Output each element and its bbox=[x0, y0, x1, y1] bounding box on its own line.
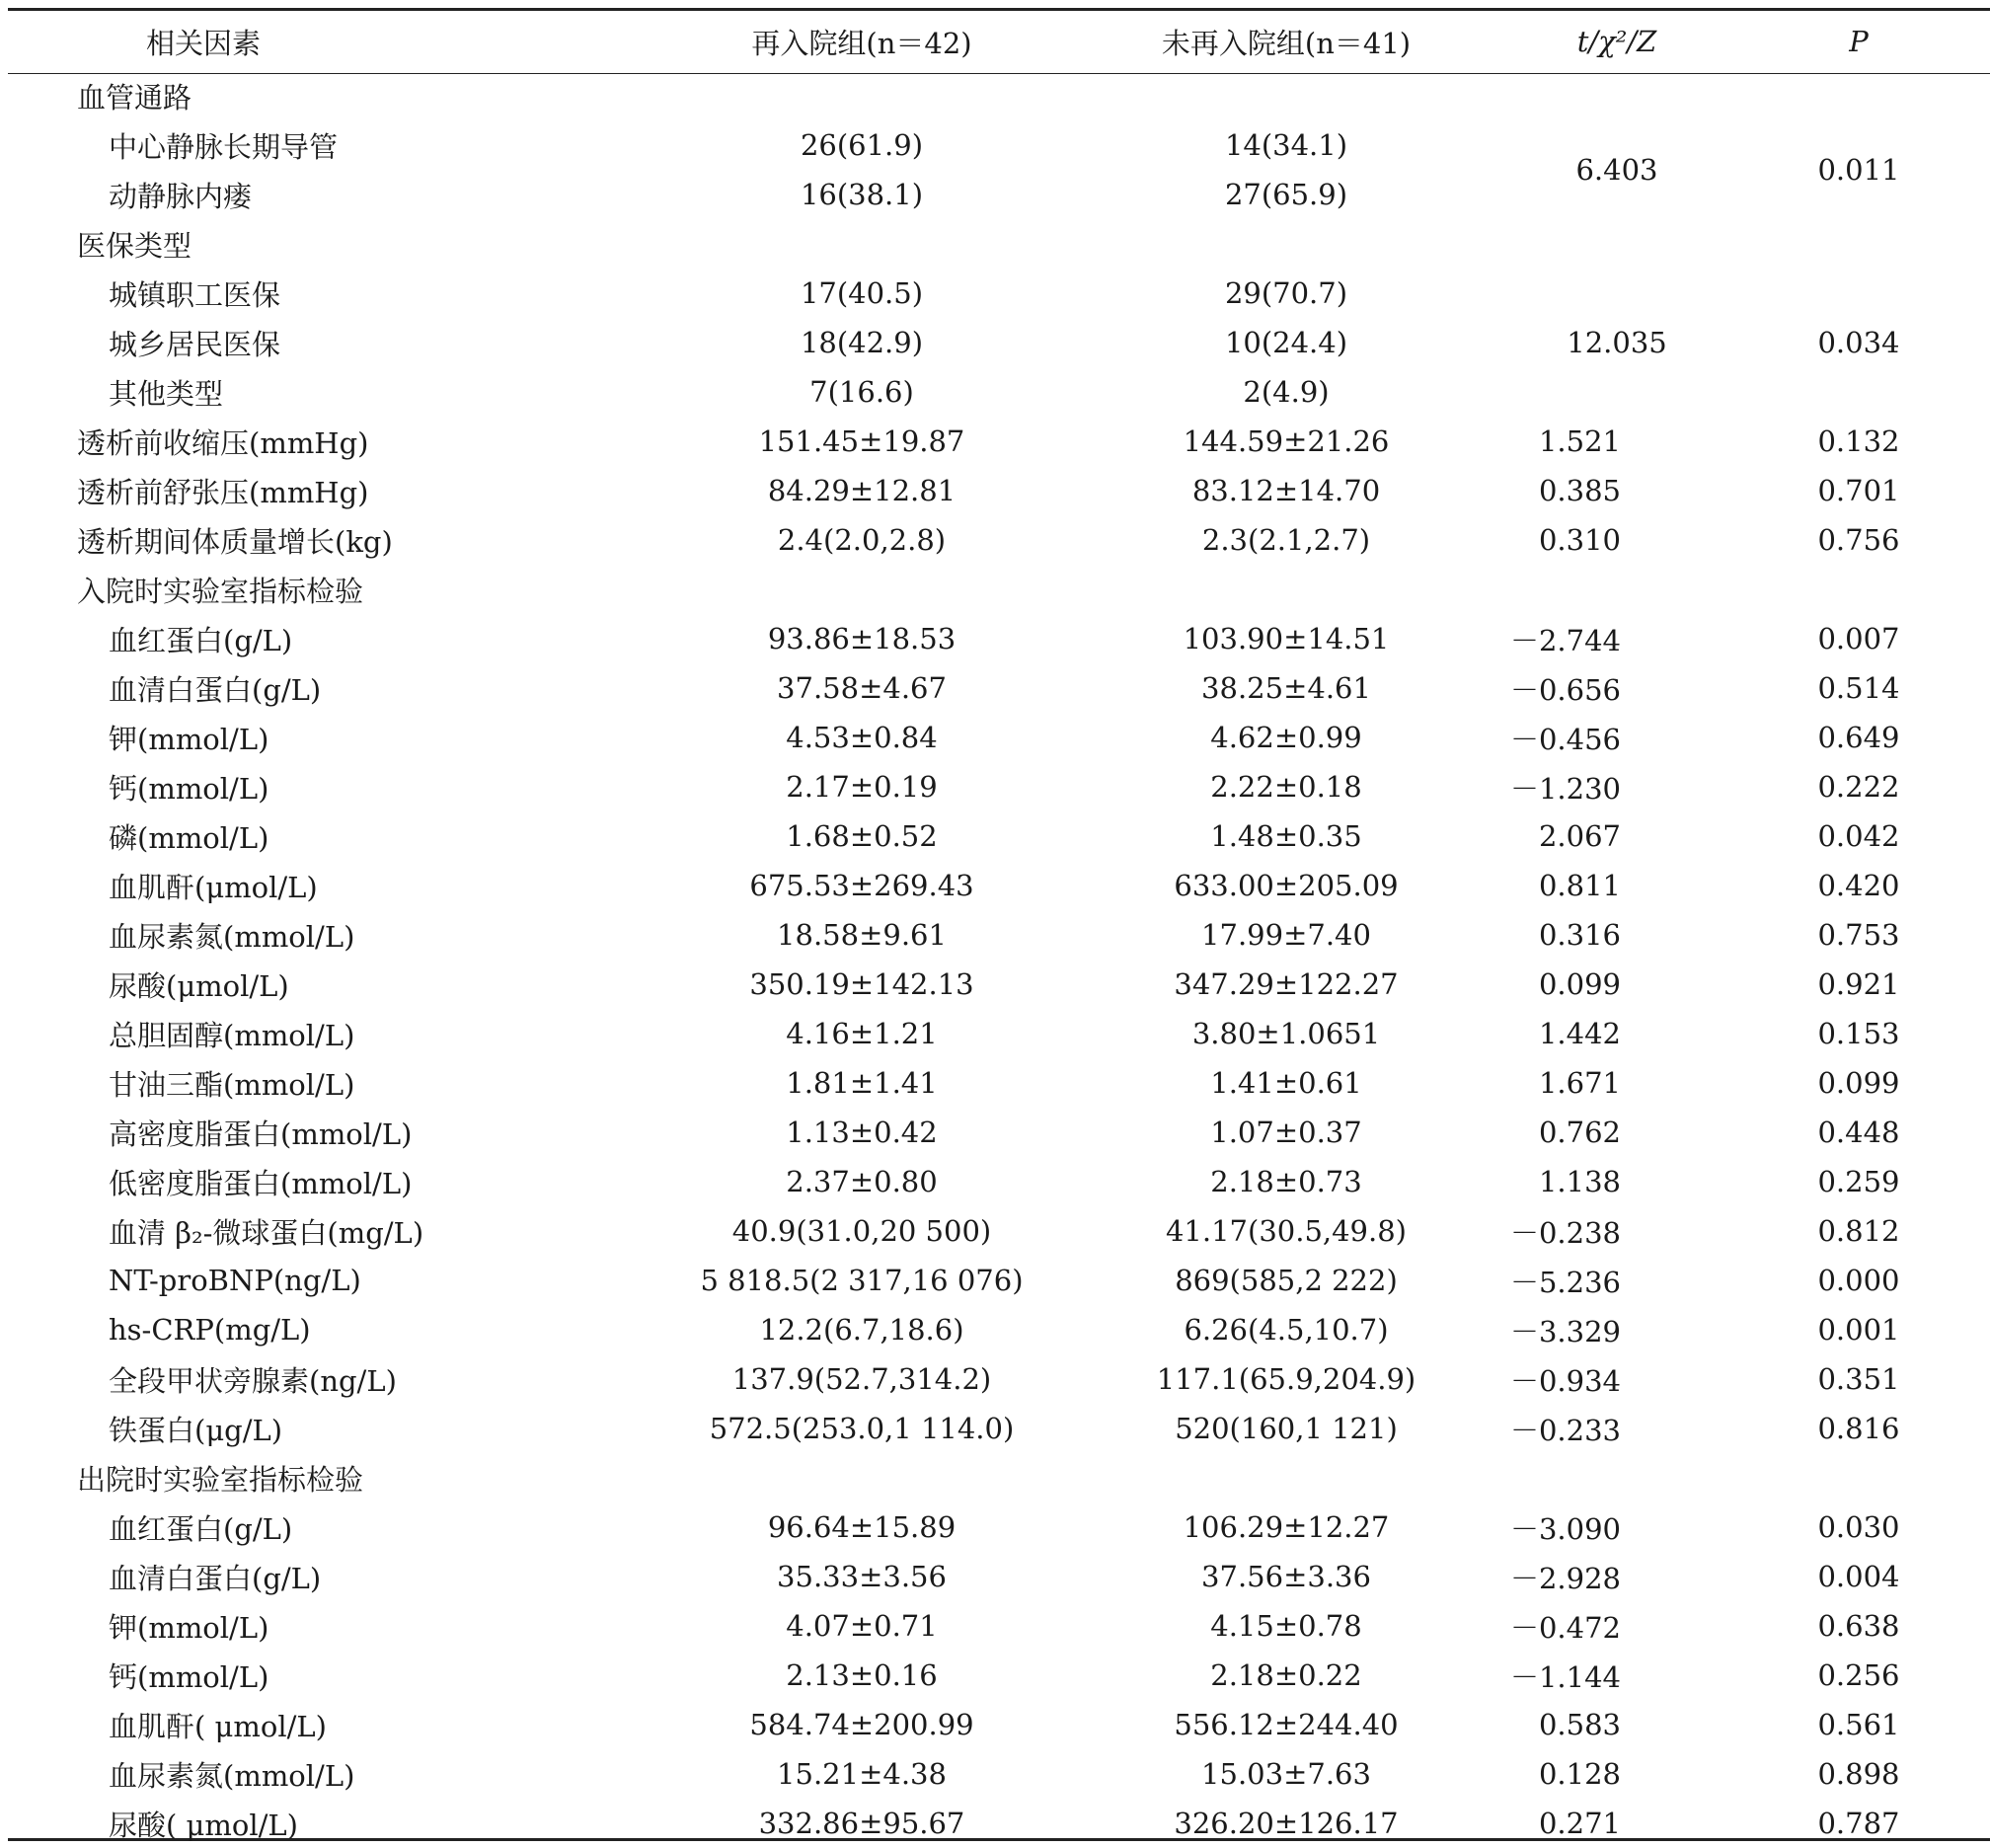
row-label: 血清白蛋白(g/L) bbox=[109, 672, 322, 707]
row-label: 透析期间体质量增长(kg) bbox=[77, 524, 393, 559]
cell-readmitted: 26(61.9) bbox=[800, 128, 924, 162]
cell-statistic: －2.928 bbox=[1509, 1561, 1621, 1595]
cell-statistic: －0.934 bbox=[1509, 1363, 1621, 1398]
cell-not-readmitted: 3.80±1.0651 bbox=[1191, 1017, 1381, 1050]
cell-statistic: 1.138 bbox=[1538, 1165, 1621, 1198]
cell-readmitted: 151.45±19.87 bbox=[758, 424, 965, 458]
cell-readmitted: 4.53±0.84 bbox=[786, 721, 938, 754]
cell-p: 0.787 bbox=[1817, 1807, 1900, 1840]
cell-readmitted: 35.33±3.56 bbox=[777, 1560, 947, 1593]
table-row bbox=[8, 663, 1982, 713]
cell-not-readmitted: 10(24.4) bbox=[1224, 326, 1348, 359]
top-level-rows bbox=[8, 417, 1982, 565]
table-body bbox=[8, 71, 1982, 417]
cell-p: 0.756 bbox=[1817, 523, 1900, 557]
cell-readmitted: 137.9(52.7,314.2) bbox=[731, 1362, 992, 1396]
cell-p: 0.007 bbox=[1817, 622, 1900, 655]
cell-readmitted: 1.68±0.52 bbox=[786, 819, 938, 853]
cell-statistic: 1.671 bbox=[1538, 1066, 1621, 1100]
cell-statistic: －0.656 bbox=[1509, 672, 1621, 707]
cell-readmitted: 2.37±0.80 bbox=[786, 1165, 938, 1198]
section-row bbox=[8, 219, 1982, 269]
table-row bbox=[8, 1058, 1982, 1108]
table-row bbox=[8, 1157, 1982, 1206]
cell-not-readmitted: 106.29±12.27 bbox=[1183, 1510, 1390, 1544]
table-row bbox=[8, 762, 1982, 811]
cell-not-readmitted: 29(70.7) bbox=[1224, 276, 1348, 310]
cell-not-readmitted: 1.48±0.35 bbox=[1210, 819, 1362, 853]
table-row bbox=[8, 713, 1982, 762]
table-row bbox=[8, 1108, 1982, 1157]
cell-not-readmitted: 14(34.1) bbox=[1224, 128, 1348, 162]
header-statistic: t/χ²/Z bbox=[1576, 25, 1657, 58]
header-row bbox=[8, 12, 1982, 71]
cell-not-readmitted: 15.03±7.63 bbox=[1201, 1757, 1371, 1791]
row-label: 透析前舒张压(mmHg) bbox=[77, 475, 369, 509]
cell-statistic: －3.329 bbox=[1509, 1314, 1621, 1348]
cell-not-readmitted: 2.3(2.1,2.7) bbox=[1201, 523, 1371, 557]
cell-p: 0.921 bbox=[1817, 967, 1900, 1001]
table-row bbox=[8, 515, 1982, 565]
table-row bbox=[8, 1651, 1982, 1700]
row-label: 钙(mmol/L) bbox=[109, 771, 269, 806]
cell-p: 0.004 bbox=[1817, 1560, 1900, 1593]
cell-statistic: －0.233 bbox=[1509, 1413, 1621, 1447]
cell-p: 0.351 bbox=[1817, 1362, 1900, 1396]
cell-p: 0.816 bbox=[1817, 1412, 1900, 1445]
row-label: 总胆固醇(mmol/L) bbox=[109, 1018, 355, 1052]
cell-not-readmitted: 17.99±7.40 bbox=[1201, 918, 1371, 952]
row-label: 全段甲状旁腺素(ng/L) bbox=[109, 1363, 397, 1398]
table-row bbox=[8, 1552, 1982, 1601]
cell-statistic: 0.310 bbox=[1538, 523, 1621, 557]
row-label: 磷(mmol/L) bbox=[109, 820, 269, 855]
row-label: 钾(mmol/L) bbox=[109, 1610, 269, 1645]
row-label: 尿酸( μmol/L) bbox=[109, 1808, 298, 1842]
cell-not-readmitted: 4.15±0.78 bbox=[1210, 1609, 1362, 1643]
cell-not-readmitted: 520(160,1 121) bbox=[1175, 1412, 1398, 1445]
table-row bbox=[8, 811, 1982, 861]
table-top-rule bbox=[8, 8, 1990, 11]
cell-not-readmitted: 1.07±0.37 bbox=[1210, 1116, 1362, 1149]
table-row bbox=[8, 417, 1982, 466]
cell-readmitted: 2.17±0.19 bbox=[786, 770, 938, 804]
cell-p: 0.514 bbox=[1817, 671, 1900, 705]
cell-not-readmitted: 869(585,2 222) bbox=[1175, 1264, 1398, 1297]
row-label: 钙(mmol/L) bbox=[109, 1659, 269, 1694]
cell-not-readmitted: 37.56±3.36 bbox=[1201, 1560, 1371, 1593]
section-title: 入院时实验室指标检验 bbox=[77, 574, 364, 608]
cell-readmitted: 15.21±4.38 bbox=[777, 1757, 947, 1791]
cell-p: 0.898 bbox=[1817, 1757, 1900, 1791]
cell-p: 0.649 bbox=[1817, 721, 1900, 754]
table-header bbox=[8, 12, 1982, 71]
cell-p: 0.000 bbox=[1817, 1264, 1900, 1297]
table-row bbox=[8, 861, 1982, 910]
cell-statistic: －2.744 bbox=[1509, 623, 1621, 657]
cell-not-readmitted: 326.20±126.17 bbox=[1174, 1807, 1399, 1840]
row-label: 血清白蛋白(g/L) bbox=[109, 1561, 322, 1595]
cell-readmitted: 1.13±0.42 bbox=[786, 1116, 938, 1149]
cell-statistic: 0.316 bbox=[1538, 918, 1621, 952]
cell-statistic: 0.811 bbox=[1538, 869, 1621, 902]
cell-not-readmitted: 2(4.9) bbox=[1243, 375, 1330, 409]
row-label: 血尿素氮(mmol/L) bbox=[109, 919, 355, 954]
section-row bbox=[8, 71, 1982, 120]
table-row bbox=[8, 960, 1982, 1009]
table-row bbox=[8, 614, 1982, 663]
row-label: 铁蛋白(μg/L) bbox=[109, 1413, 283, 1447]
cell-statistic: 1.521 bbox=[1538, 424, 1621, 458]
cell-statistic: 0.099 bbox=[1538, 967, 1621, 1001]
cell-readmitted: 17(40.5) bbox=[800, 276, 924, 310]
cell-readmitted: 37.58±4.67 bbox=[777, 671, 947, 705]
row-label: 城镇职工医保 bbox=[109, 277, 281, 312]
cell-readmitted: 84.29±12.81 bbox=[767, 474, 957, 507]
cell-not-readmitted: 117.1(65.9,204.9) bbox=[1156, 1362, 1416, 1396]
cell-p: 0.099 bbox=[1817, 1066, 1900, 1100]
table-row bbox=[8, 1749, 1982, 1799]
table-row bbox=[8, 910, 1982, 960]
row-label: 血红蛋白(g/L) bbox=[109, 1511, 293, 1546]
cell-readmitted: 40.9(31.0,20 500) bbox=[731, 1214, 992, 1248]
cell-readmitted: 2.13±0.16 bbox=[786, 1658, 938, 1692]
cell-readmitted: 12.2(6.7,18.6) bbox=[759, 1313, 964, 1347]
cell-statistic: 2.067 bbox=[1538, 819, 1621, 853]
header-factor: 相关因素 bbox=[146, 26, 262, 60]
header-readmitted: 再入院组(n＝42) bbox=[751, 26, 972, 60]
cell-statistic: 12.035 bbox=[1567, 326, 1667, 359]
row-label: NT-proBNP(ng/L) bbox=[109, 1264, 361, 1297]
section-title: 出院时实验室指标检验 bbox=[77, 1462, 364, 1497]
cell-p: 0.222 bbox=[1817, 770, 1900, 804]
table-row bbox=[8, 466, 1982, 515]
cell-p: 0.812 bbox=[1817, 1214, 1900, 1248]
cell-readmitted: 572.5(253.0,1 114.0) bbox=[709, 1412, 1015, 1445]
cell-readmitted: 675.53±269.43 bbox=[749, 869, 974, 902]
row-label: 血肌酐( μmol/L) bbox=[109, 1709, 327, 1743]
cell-readmitted: 4.07±0.71 bbox=[786, 1609, 938, 1643]
cell-p: 0.256 bbox=[1817, 1658, 1900, 1692]
section-title: 血管通路 bbox=[77, 80, 192, 115]
table-row bbox=[8, 1502, 1982, 1552]
cell-statistic: －3.090 bbox=[1509, 1511, 1621, 1546]
cell-readmitted: 584.74±200.99 bbox=[749, 1708, 974, 1741]
cell-p: 0.034 bbox=[1817, 326, 1900, 359]
cell-statistic: 0.583 bbox=[1538, 1708, 1621, 1741]
table-row bbox=[8, 1009, 1982, 1058]
row-label: 动静脉内瘘 bbox=[109, 179, 253, 213]
cell-statistic: 0.128 bbox=[1538, 1757, 1621, 1791]
cell-readmitted: 16(38.1) bbox=[800, 178, 924, 211]
data-table bbox=[8, 12, 1982, 1848]
cell-readmitted: 18.58±9.61 bbox=[777, 918, 947, 952]
section-row bbox=[8, 565, 1982, 614]
cell-not-readmitted: 2.18±0.73 bbox=[1210, 1165, 1362, 1198]
section-title: 医保类型 bbox=[77, 228, 192, 263]
cell-not-readmitted: 2.18±0.22 bbox=[1210, 1658, 1362, 1692]
cell-not-readmitted: 347.29±122.27 bbox=[1174, 967, 1399, 1001]
cell-statistic: 1.442 bbox=[1538, 1017, 1621, 1050]
cell-not-readmitted: 633.00±205.09 bbox=[1174, 869, 1399, 902]
row-label: 钾(mmol/L) bbox=[109, 722, 269, 756]
table-row bbox=[8, 120, 1982, 170]
row-label: 尿酸(μmol/L) bbox=[109, 968, 289, 1003]
table-row bbox=[8, 1700, 1982, 1749]
cell-statistic: －1.144 bbox=[1509, 1659, 1621, 1694]
section-row bbox=[8, 1453, 1982, 1502]
cell-statistic: 0.385 bbox=[1538, 474, 1621, 507]
admission-section bbox=[8, 565, 1982, 1453]
cell-not-readmitted: 2.22±0.18 bbox=[1210, 770, 1362, 804]
cell-statistic: 0.271 bbox=[1538, 1807, 1621, 1840]
cell-p: 0.042 bbox=[1817, 819, 1900, 853]
table-row bbox=[8, 1206, 1982, 1256]
cell-statistic: 0.762 bbox=[1538, 1116, 1621, 1149]
cell-p: 0.001 bbox=[1817, 1313, 1900, 1347]
cell-p: 0.259 bbox=[1817, 1165, 1900, 1198]
table-row bbox=[8, 1256, 1982, 1305]
table-row bbox=[8, 1601, 1982, 1651]
row-label: 城乡居民医保 bbox=[109, 327, 281, 361]
cell-not-readmitted: 6.26(4.5,10.7) bbox=[1184, 1313, 1389, 1347]
cell-p: 0.753 bbox=[1817, 918, 1900, 952]
cell-readmitted: 350.19±142.13 bbox=[749, 967, 974, 1001]
table-row bbox=[8, 1404, 1982, 1453]
cell-statistic: －0.456 bbox=[1509, 722, 1621, 756]
row-label: 其他类型 bbox=[109, 376, 224, 411]
cell-p: 0.132 bbox=[1817, 424, 1900, 458]
cell-not-readmitted: 556.12±244.40 bbox=[1174, 1708, 1399, 1741]
cell-not-readmitted: 103.90±14.51 bbox=[1183, 622, 1390, 655]
cell-statistic: －5.236 bbox=[1509, 1265, 1621, 1299]
table-row bbox=[8, 1799, 1982, 1848]
cell-not-readmitted: 83.12±14.70 bbox=[1191, 474, 1381, 507]
cell-p: 0.638 bbox=[1817, 1609, 1900, 1643]
row-label: 高密度脂蛋白(mmol/L) bbox=[109, 1116, 413, 1151]
row-label: 血红蛋白(g/L) bbox=[109, 623, 293, 657]
row-label: 低密度脂蛋白(mmol/L) bbox=[109, 1166, 413, 1200]
table-row bbox=[8, 1354, 1982, 1404]
cell-not-readmitted: 1.41±0.61 bbox=[1210, 1066, 1362, 1100]
cell-p: 0.011 bbox=[1817, 153, 1900, 187]
row-label: 血肌酐(μmol/L) bbox=[109, 870, 318, 904]
cell-p: 0.420 bbox=[1817, 869, 1900, 902]
row-label: 血尿素氮(mmol/L) bbox=[109, 1758, 355, 1793]
row-label: hs-CRP(mg/L) bbox=[109, 1313, 311, 1347]
cell-readmitted: 2.4(2.0,2.8) bbox=[777, 523, 947, 557]
cell-not-readmitted: 38.25±4.61 bbox=[1201, 671, 1371, 705]
row-label: 中心静脉长期导管 bbox=[109, 129, 339, 164]
header-p: P bbox=[1849, 25, 1869, 58]
table-row bbox=[8, 269, 1982, 318]
cell-p: 0.448 bbox=[1817, 1116, 1900, 1149]
cell-readmitted: 332.86±95.67 bbox=[758, 1807, 965, 1840]
cell-readmitted: 96.64±15.89 bbox=[767, 1510, 957, 1544]
cell-statistic: 6.403 bbox=[1575, 153, 1658, 187]
row-label: 甘油三酯(mmol/L) bbox=[109, 1067, 355, 1102]
cell-readmitted: 4.16±1.21 bbox=[786, 1017, 938, 1050]
cell-p: 0.153 bbox=[1817, 1017, 1900, 1050]
table-row bbox=[8, 1305, 1982, 1354]
cell-not-readmitted: 27(65.9) bbox=[1224, 178, 1348, 211]
cell-readmitted: 5 818.5(2 317,16 076) bbox=[700, 1264, 1024, 1297]
cell-readmitted: 1.81±1.41 bbox=[786, 1066, 938, 1100]
cell-not-readmitted: 41.17(30.5,49.8) bbox=[1165, 1214, 1407, 1248]
cell-statistic: －1.230 bbox=[1509, 771, 1621, 806]
cell-p: 0.701 bbox=[1817, 474, 1900, 507]
header-not-readmitted: 未再入院组(n＝41) bbox=[1161, 26, 1412, 60]
cell-readmitted: 18(42.9) bbox=[800, 326, 924, 359]
cell-statistic: －0.472 bbox=[1509, 1610, 1621, 1645]
cell-p: 0.030 bbox=[1817, 1510, 1900, 1544]
discharge-section bbox=[8, 1453, 1982, 1848]
cell-readmitted: 93.86±18.53 bbox=[767, 622, 957, 655]
cell-p: 0.561 bbox=[1817, 1708, 1900, 1741]
row-label: 血清 β₂-微球蛋白(mg/L) bbox=[109, 1215, 424, 1250]
cell-statistic: －0.238 bbox=[1509, 1215, 1621, 1250]
cell-readmitted: 7(16.6) bbox=[809, 375, 914, 409]
cell-not-readmitted: 144.59±21.26 bbox=[1183, 424, 1390, 458]
row-label: 透析前收缩压(mmHg) bbox=[77, 425, 369, 460]
cell-not-readmitted: 4.62±0.99 bbox=[1210, 721, 1362, 754]
